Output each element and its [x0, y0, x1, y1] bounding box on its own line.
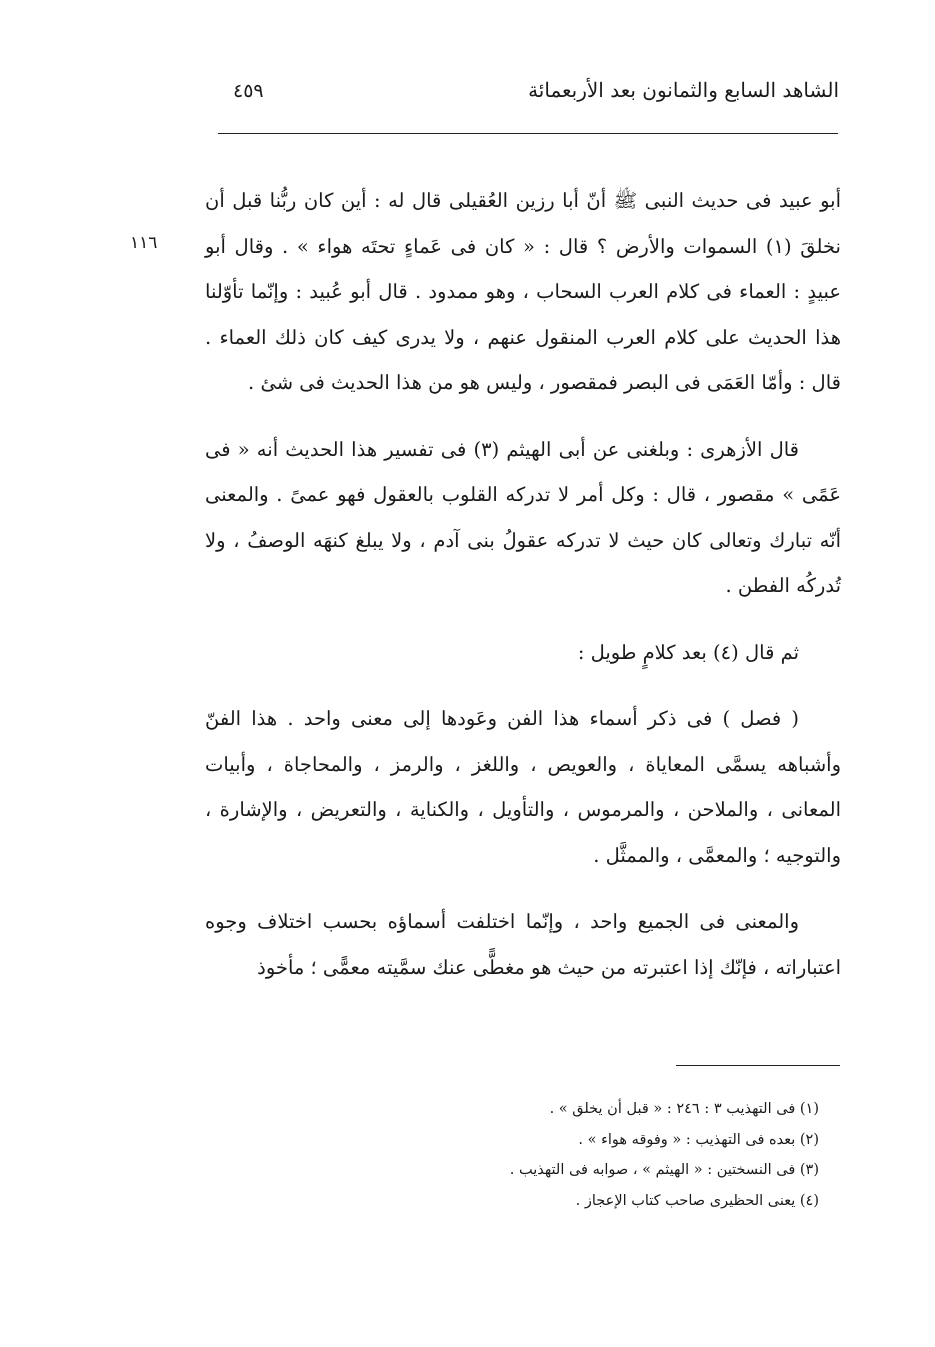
paragraph-2: قال الأزهرى : وبلغنى عن أبى الهيثم (٣) فى تفسير هذا الحديث أنه « فى عَمًى » مقصور ، قال : وكل أمر لا تدركه القلوب بالعقول فهو عمىً . والمعنى أنّه تبارك وتعالى كان حيث لا تدركه عقولُ بنى آدم ، ولا يبلغ كنهَه الوصفُ ، ولا تُدركُه الفطن .: [205, 437, 841, 597]
footnote-4: (٤) يعنى الحظيرى صاحب كتاب الإعجاز .: [575, 1192, 819, 1209]
footnotes: [259, 1094, 819, 1216]
running-header-title: الشاهد السابع والثمانون بعد الأربعمائة: [528, 78, 839, 102]
paragraph-4: ( فصل ) فى ذكر أسماء هذا الفن وعَودها إلى معنى واحد . هذا الفنّ وأشباهه يسمَّى المعاياة ، والعويص ، واللغز ، والرمز ، والمحاجاة ، وأبيات المعانى ، والملاحن ، والمرموس ، والتأويل ، والكناية ، والتعريض ، والإشارة ، والتوجيه ؛ والمعمَّى ، والممثَّل .: [205, 707, 841, 867]
footnote-divider: [676, 1065, 840, 1066]
paragraph-5: والمعنى فى الجميع واحد ، وإنّما اختلفت أسماؤه بحسب اختلاف وجوه اعتباراته ، فإنّك إذا اعتبرته من حيث هو مغطًّى عنك سمَّيته معمًّى ؛ مأخوذ: [205, 910, 841, 979]
footnote-2: (٢) بعده فى التهذيب : « وفوقه هواء » .: [578, 1131, 819, 1148]
page-number: ٤٥٩: [233, 80, 264, 102]
paragraph-1: أبو عبيد فى حديث النبى ﷺ أنّ أبا رزين العُقيلى قال له : أين كان ربُّنا قبل أن نخلقَ (١) السموات والأرض ؟ قال : « كان فى عَماءٍ تحتَه هواء » . وقال أبو عبيدٍ : العماء فى كلام العرب السحاب ، وهو ممدود . قال أبو عُبيد : وإنّما تأوّلنا هذا الحديث على كلام العرب المنقول عنهم ، ولا يدرى كيف كان ذلك العماء . قال : وأمّا العَمَى فى البصر فمقصور ، وليس هو من هذا الحديث فى شئ .: [205, 189, 841, 394]
main-text: [205, 178, 841, 990]
footnote-1: (١) فى التهذيب ٣ : ٢٤٦ : « قبل أن يخلق » .: [549, 1101, 819, 1117]
header-divider: [218, 133, 838, 134]
paragraph-3: ثم قال (٤) بعد كلامٍ طويل :: [577, 640, 799, 664]
footnote-3: (٣) فى النسختين : « الهيثم » ، صوابه فى التهذيب .: [509, 1162, 819, 1178]
margin-reference-number: ١١٦: [130, 233, 158, 253]
